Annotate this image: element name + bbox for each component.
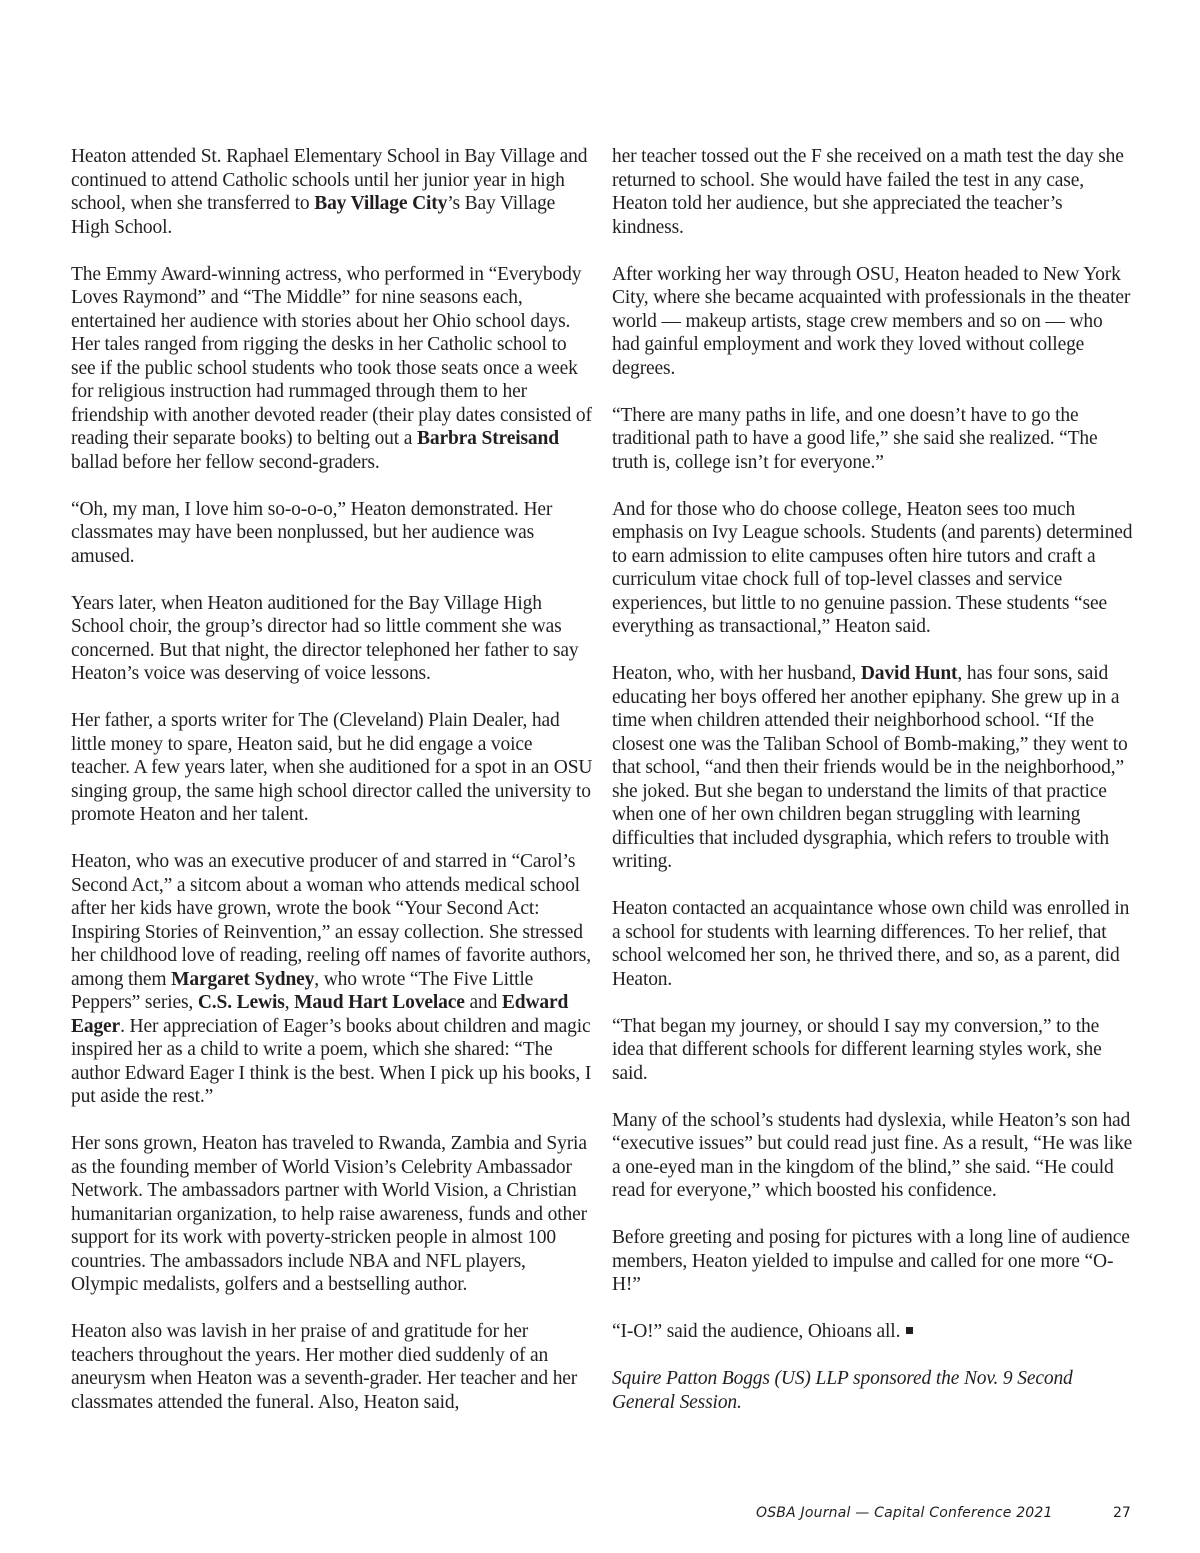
bold-name-margaret-sydney: Margaret Sydney xyxy=(171,968,315,990)
article-paragraph: Her father, a sports writer for The (Cleveland) Plain Dealer, had little money to spare, Heaton said, but he did engage a voice teacher. A few years later, when she auditioned for a spot in an OSU singing group, the same high school director called the university to promote Heaton and her talent. xyxy=(71,710,593,825)
article-paragraph: “That began my journey, or should I say my conversion,” to the idea that different schools for different learning styles work, she said. xyxy=(612,1015,1102,1084)
article-paragraph: “Oh, my man, I love him so-o-o-o,” Heaton demonstrated. Her classmates may have been nonplussed, but her audience was amused. xyxy=(71,498,553,567)
footer-publication-title: OSBA Journal — Capital Conference 2021 xyxy=(756,1505,1053,1521)
paragraph-text: , who wrote “The Five Little Peppers” series, xyxy=(71,968,534,1013)
article-paragraph: Heaton also was lavish in her praise of and gratitude for her teachers throughout the years. Her mother died suddenly of an aneurysm when Heaton was a seventh-grader. Her teacher and her classmates attended the funeral. Also, Heaton said, xyxy=(71,1321,578,1413)
paragraph-text: “I-O!” said the audience, Ohioans all. xyxy=(612,1321,901,1342)
paragraph-text: Heaton, who was an executive producer of and starred in “Carol’s Second Act,” a sitcom about a woman who attends medical school after her kids have grown, wrote the book “Your Second Act: Inspiring Stories of Reinvention,” an essay collection. She stressed her childhood love of reading, reeling off names of favorite authors, among them xyxy=(71,851,591,990)
bold-name-barbra-streisand: Barbra Streisand xyxy=(417,428,559,449)
article-paragraph: “There are many paths in life, and one doesn’t have to go the traditional path to have a good life,” she said she realized. “The truth is, college isn’t for everyone.” xyxy=(612,404,1098,473)
bold-name-edward-eager: Edward Eager xyxy=(71,992,569,1037)
end-of-article-square-icon xyxy=(906,1327,913,1334)
paragraph-text: Heaton attended St. Raphael Elementary School in Bay Village and continued to attend Catholic schools until her junior year in high school, when she transferred to xyxy=(71,146,588,214)
article-left-column xyxy=(71,145,593,1438)
paragraph-text: ballad before her fellow second-graders. xyxy=(71,451,380,473)
article-paragraph: Her sons grown, Heaton has traveled to Rwanda, Zambia and Syria as the founding member of World Vision’s Celebrity Ambassador Network. The ambassadors partner with World Vision, a Christian humanitarian organization, to help raise awareness, funds and other support for its work with poverty-stricken people in almost 100 countries. The ambassadors include NBA and NFL players, Olympic medalists, golfers and a bestselling author. xyxy=(71,1133,587,1295)
paragraph-text: . Her appreciation of Eager’s books about children and magic inspired her as a child to write a poem, which she shared: “The author Edward Eager I think is the best. When I pick up his books, I put aside the rest.” xyxy=(71,1015,592,1107)
paragraph-text: The Emmy Award-winning actress, who performed in “Everybody Loves Raymond” and “The Middle” for nine seasons each, entertained her audience with stories about her Ohio school days. Her tales ranged from rigging the desks in her Catholic school to see if the public school students who took those seats once a week for religious instruction had rummaged through them to her friendship with another devoted reader (their play dates consisted of reading their separate books) to belting out a xyxy=(71,263,592,449)
paragraph-text: ’s Bay Village High School. xyxy=(71,193,556,238)
article-paragraph xyxy=(612,662,1134,874)
article-right-column xyxy=(612,145,1134,1438)
bold-name-bay-village-city: Bay Village City xyxy=(314,193,448,214)
paragraph-text: Heaton, who, with her husband, xyxy=(612,663,861,684)
paragraph-text: , xyxy=(284,992,295,1013)
bold-name-david-hunt: David Hunt xyxy=(860,663,958,684)
article-paragraph: her teacher tossed out the F she received on a math test the day she returned to school. She would have failed the test in any case, Heaton told her audience, but she appreciated the teacher’s kindness. xyxy=(612,146,1124,238)
article-closing-paragraph xyxy=(612,1320,1134,1344)
article-paragraph: Years later, when Heaton auditioned for the Bay Village High School choir, the group’s director had so little comment she was concerned. But that night, the director telephoned her father to say Heaton’s voice was deserving of voice lessons. xyxy=(71,592,579,684)
article-paragraph xyxy=(71,145,593,239)
article-paragraph: And for those who do choose college, Heaton sees too much emphasis on Ivy League schools. Students (and parents) determined to earn admission to elite campuses often hire tutors and craft a curriculum vitae chock full of top-level classes and service experiences, but little to no genuine passion. These students “see everything as transactional,” Heaton said. xyxy=(612,498,1133,637)
article-paragraph: Many of the school’s students had dyslexia, while Heaton’s son had “executive issues” but could read just fine. As a result, “He was like a one-eyed man in the kingdom of the blind,” she said. “He could read for everyone,” which boosted his confidence. xyxy=(612,1109,1133,1201)
paragraph-text: and xyxy=(464,992,502,1013)
article-paragraph: After working her way through OSU, Heaton headed to New York City, where she became acquainted with professionals in the theater world — makeup artists, stage crew members and so on — who had gainful employment and work they loved without college degrees. xyxy=(612,263,1131,379)
article-paragraph xyxy=(71,263,593,475)
paragraph-text: , has four sons, said educating her boys offered her another epiphany. She grew up in a time when children attended their neighborhood school. “If the closest one was the Taliban School of Bomb-making,” they went to that school, “and then their friends would be in the neighborhood,” she joked. But she began to understand the limits of that practice when one of her own children began struggling with learning difficulties that included dysgraphia, which refers to trouble with writing. xyxy=(612,663,1128,872)
bold-name-cs-lewis: C.S. Lewis xyxy=(197,992,285,1013)
article-paragraph xyxy=(71,850,593,1109)
bold-name-maud-hart-lovelace: Maud Hart Lovelace xyxy=(294,992,465,1013)
article-paragraph: Heaton contacted an acquaintance whose own child was enrolled in a school for students with learning differences. To her relief, that school welcomed her son, he thrived there, and so, as a parent, did Heaton. xyxy=(612,898,1130,990)
footer-page-number: 27 xyxy=(1113,1505,1131,1521)
article-paragraph: Before greeting and posing for pictures with a long line of audience members, Heaton yielded to impulse and called for one more “O-H!” xyxy=(612,1227,1130,1295)
sponsor-note: Squire Patton Boggs (US) LLP sponsored the Nov. 9 Second General Session. xyxy=(612,1368,1073,1413)
